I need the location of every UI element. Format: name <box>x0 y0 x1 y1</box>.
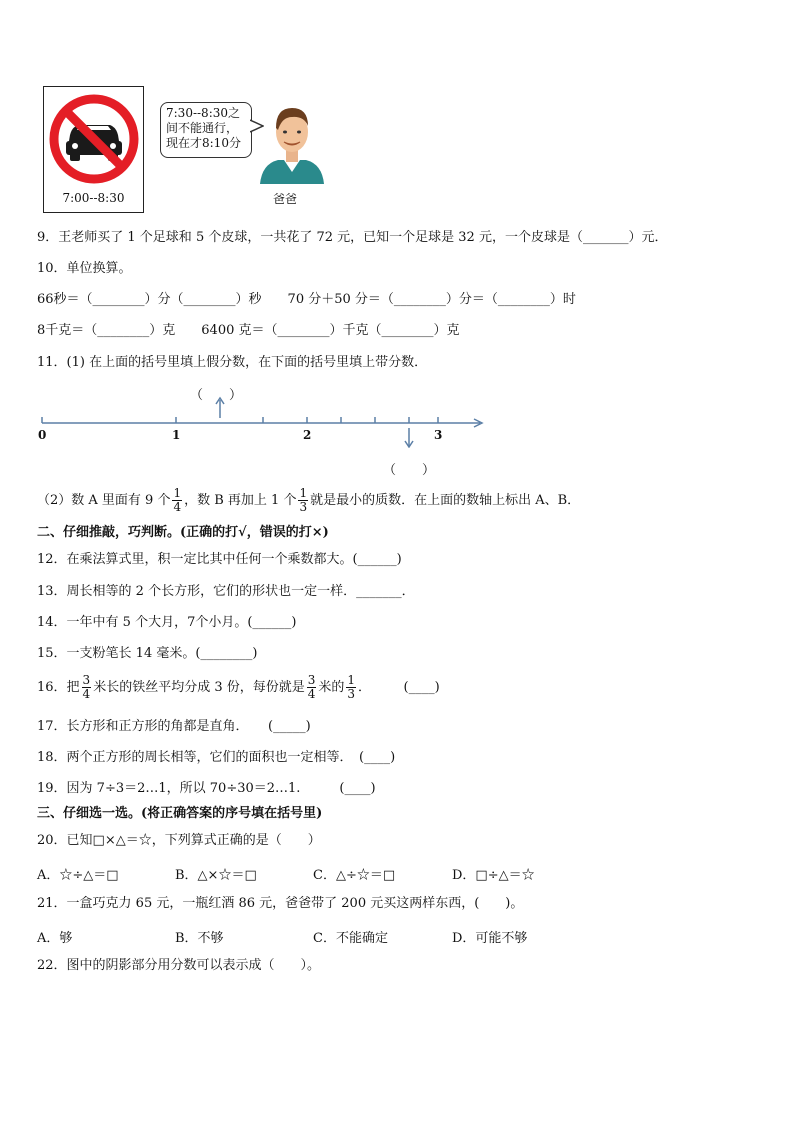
tick-label-0: 0 <box>38 428 47 442</box>
q11-part2-text-b: ，数 B 再加上 1 个 <box>184 493 297 508</box>
fraction-denominator: 4 <box>82 687 91 701</box>
sign-caption: 7:00--8:30 <box>62 191 125 205</box>
question-20-stem: 20．已知□×△＝☆，下列算式正确的是（ ） <box>37 833 321 848</box>
q16-text-d: ． (____) <box>358 680 440 695</box>
question-11-part-1: 11．(1) 在上面的括号里填上假分数，在下面的括号里填上带分数． <box>37 355 428 370</box>
q20-option-b: B．△×☆＝□ <box>175 868 257 883</box>
question-15: 15．一支粉笔长 14 毫米。(________) <box>37 646 258 661</box>
fraction-denominator: 4 <box>307 687 316 701</box>
tick-label-2: 2 <box>303 428 312 442</box>
question-10-row-2: 8千克＝（________）克 6400 克＝（________）千克（________）克 <box>37 323 460 338</box>
q16-text-c: 米的 <box>318 680 345 695</box>
q20-option-a: A．☆÷△＝□ <box>37 868 119 883</box>
q21-option-c: C．不能确定 <box>313 931 388 946</box>
q20-option-d: D．□÷△＝☆ <box>452 868 535 883</box>
q11-part2-text-c: 就是最小的质数．在上面的数轴上标出 A、B． <box>310 493 581 508</box>
question-17: 17．长方形和正方形的角都是直角． (_____) <box>37 719 311 734</box>
fraction-denominator: 3 <box>299 500 308 514</box>
question-22: 22．图中的阴影部分用分数可以表示成（ ）。 <box>37 958 321 973</box>
fraction-numerator: 1 <box>299 486 308 500</box>
q21-option-d: D．可能不够 <box>452 931 528 946</box>
tick-label-1: 1 <box>172 428 181 442</box>
question-11-part-2 <box>37 486 580 516</box>
fraction-numerator: 1 <box>347 673 356 687</box>
top-answer-bracket: （ ） <box>190 388 243 403</box>
speech-bubble-text: 7:30--8:30之 间不能通行， 现在才8:10分 <box>166 106 241 150</box>
question-13: 13．周长相等的 2 个长方形，它们的形状也一定一样．_______． <box>37 584 415 599</box>
dad-avatar <box>256 102 328 184</box>
q16-text-b: 米长的铁丝平均分成 3 份，每份就是 <box>93 680 305 695</box>
question-10-title: 10．单位换算。 <box>37 261 132 276</box>
question-21-stem: 21．一盒巧克力 65 元，一瓶红酒 86 元，爸爸带了 200 元买这两样东西，( )。 <box>37 896 524 911</box>
question-12: 12．在乘法算式里，积一定比其中任何一个乘数都大。(______) <box>37 552 402 567</box>
question-10-row-1: 66秒＝（________）分（________）秒 70 分＋50 分＝（________）分＝（________）时 <box>37 292 576 307</box>
bottom-answer-bracket: （ ） <box>383 463 436 478</box>
fraction-one-quarter <box>172 487 182 514</box>
question-14: 14．一年中有 5 个大月，7个小月。(______) <box>37 615 297 630</box>
fraction-three-quarters <box>307 674 317 701</box>
q11-part2-text-a: （2）数 A 里面有 9 个 <box>37 493 171 508</box>
question-9: 9．王老师买了 1 个足球和 5 个皮球，一共花了 72 元，已知一个足球是 32 元，一个皮球是（_______）元． <box>37 230 668 245</box>
q21-option-a: A．够 <box>37 931 73 946</box>
fraction-numerator: 1 <box>173 486 182 500</box>
question-16 <box>37 672 440 704</box>
fraction-denominator: 3 <box>347 687 356 701</box>
question-19: 19．因为 7÷3＝2…1，所以 70÷30＝2…1. (____) <box>37 781 376 796</box>
speech-bubble <box>160 102 252 158</box>
fraction-numerator: 3 <box>307 673 316 687</box>
dad-label: 爸爸 <box>273 192 298 206</box>
fraction-denominator: 4 <box>173 500 182 514</box>
fraction-one-third <box>346 674 356 701</box>
question-18: 18．两个正方形的周长相等，它们的面积也一定相等． (____) <box>37 750 396 765</box>
section-3-heading: 三、仔细选一选。(将正确答案的序号填在括号里) <box>37 806 323 821</box>
q16-text-a: 16．把 <box>37 680 80 695</box>
q21-option-b: B．不够 <box>175 931 224 946</box>
section-2-heading: 二、仔细推敲，巧判断。(正确的打√，错误的打×) <box>37 525 329 540</box>
tick-label-3: 3 <box>434 428 443 442</box>
fraction-numerator: 3 <box>82 673 91 687</box>
no-car-icon <box>44 87 143 187</box>
q20-option-c: C．△÷☆＝□ <box>313 868 396 883</box>
number-line <box>30 378 500 448</box>
fraction-three-quarters <box>82 674 92 701</box>
fraction-one-third <box>298 487 308 514</box>
